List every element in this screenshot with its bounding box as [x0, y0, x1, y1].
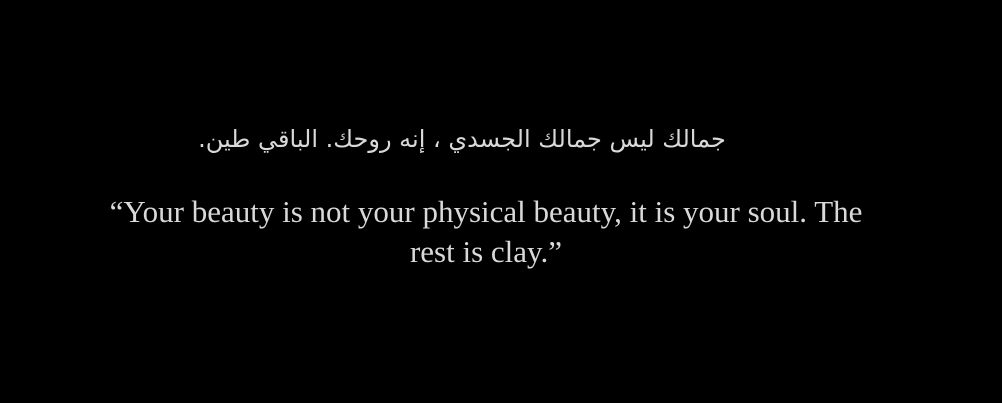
arabic-quote-text: جمالك ليس جمالك الجسدي ، إنه روحك. الباقي طين. [198, 125, 726, 153]
english-quote-line: rest is clay.” [409, 234, 563, 269]
english-quote [0, 192, 972, 272]
english-quote-line: “Your beauty is not your physical beauty, it is your soul. The [109, 194, 863, 229]
